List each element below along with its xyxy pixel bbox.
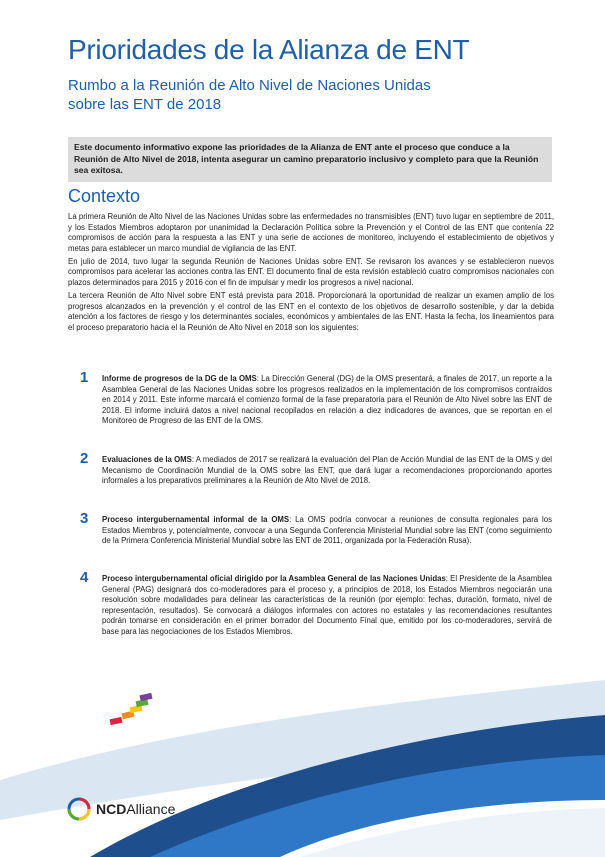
item-text: : A mediados de 2017 se realizará la evaluación del Plan de Acción Mundial de las ENT de la OMS y del Mecanismo de Coordinación Mundial de la OMS sobre las ENT, que dará lugar a recomendaciones proporcionando aportes informales a los preparativos preliminares a la Reunión de Alto Nivel de 2018. (102, 455, 552, 486)
item-number: 2 (80, 450, 89, 467)
list-item (80, 369, 552, 427)
item-lead: Proceso intergubernamental informal de la OMS (102, 515, 290, 524)
page-title: Prioridades de la Alianza de ENT (68, 34, 470, 65)
item-number: 1 (80, 369, 89, 386)
context-paragraph: La tercera Reunión de Alto Nivel sobre ENT está prevista para 2018. Proporcionará la oportunidad de realizar un examen amplio de los progresos alcanzados en la prevención y el control de las ENT en el contexto de los objetivos de desarrollo sostenible, y dar la debida atención a los factores de riesgo y los determinantes sociales, económicos y ambientales de las ENT. Hasta la fecha, los lineamientos para el proceso preparatorio hacia el la Reunión de Alto Nivel en 2018 son los siguientes: (68, 291, 554, 332)
item-text: : El Presidente de la Asamblea General (PAG) designará dos co-moderadores para el proceso y, a principios de 2018, los Estados Miembros negociarán una resolución sobre modalidades para delinear las características de la reunión (por ejemplo: fechas, duración, formato, nivel de representación, resultados). Se convocará a diálogos informales con actores no estatales y las recomendaciones resultantes podrán tomarse en consideración en el primer borrador del Documento Final que, emitido por los co-moderadores, servirá de base para las negociaciones de los Estados Miembros. (102, 574, 553, 636)
list-item (80, 450, 552, 487)
color-tab-purple (140, 693, 153, 701)
list-item (80, 510, 552, 547)
decorative-swoosh (0, 660, 605, 857)
context-paragraph: La primera Reunión de Alto Nivel de las Naciones Unidas sobre las enfermedades no transmisibles (ENT) tuvo lugar en septiembre de 2011, y los Estados Miembros adoptaron por unanimidad la Declaración Política sobre la Prevención y el Control de las ENT que contenía 22 compromisos de acción para la respuesta a las ENT y una serie de acciones de monitoreo, incluyendo el establecimiento de objetivos y metas para establecer un marco mundial de vigilancia de las ENT. (68, 212, 554, 253)
context-body (68, 212, 554, 336)
logo-text-bold: NCD (96, 801, 127, 817)
item-text: : La Dirección General (DG) de la OMS presentará, a finales de 2017, un reporte a la Asamblea General de las Naciones Unidas sobre los progresos realizados en la implementación de los compromisos contraídos en 2014 y 2011. Este informe marcará el comienzo formal de la fase preparatoria para el Reunión de Alto Nivel sobre las ENT de 2018. El informe incluirá datos a nivel nacional recopilados en relación a diez indicadores de avances, que se reportan en el Monitoreo de Progreso de las ENT de la OMS. (102, 374, 552, 426)
list-item (80, 569, 553, 638)
item-lead: Evaluaciones de la OMS (102, 455, 192, 464)
subtitle-line-1: Rumbo a la Reunión de Alto Nivel de Naciones Unidas (68, 77, 431, 94)
item-text: : La OMS podría convocar a reuniones de consulta regionales para los Estados Miembros y, potencialmente, convocar a una Segunda Conferencia Ministerial Mundial sobre las ENT (como seguimiento de la Primera Conferencia Ministerial Mundial sobre las ENT de 2011, organizada por la Federación Rusa). (102, 515, 552, 546)
item-lead: Proceso intergubernamental oficial dirigido por la Asamblea General de las Naciones Unidas (102, 574, 446, 583)
ncd-alliance-logo-icon (66, 796, 92, 822)
color-tab-red (110, 717, 123, 725)
page-subtitle (68, 76, 488, 114)
item-number: 4 (80, 569, 89, 586)
subtitle-line-2: sobre las ENT de 2018 (68, 96, 222, 113)
context-paragraph: En julio de 2014, tuvo lugar la segunda Reunión de Naciones Unidas sobre ENT. Se revisaron los avances y se establecieron nuevos compromisos para acelerar las acciones contra las ENT. El documento final de esta revisión estableció cuatro compromisos nacionales con plazos determinados para 2015 y 2016 con el fin de impulsar y medir los progresos a nivel nacional. (68, 256, 554, 288)
logo-text-rest: Alliance (126, 801, 176, 817)
section-title-contexto: Contexto (68, 186, 141, 206)
item-lead: Informe de progresos de la DG de la OMS (102, 374, 257, 383)
intro-box: Este documento informativo expone las prioridades de la Alianza de ENT ante el proceso que conduce a la Reunión de Alto Nivel de 2018, intenta asegurar un camino preparatorio inclusivo y completo para que la Reunión sea exitosa. (68, 137, 552, 182)
ncd-alliance-logo (66, 796, 175, 822)
logo-text (96, 801, 175, 817)
item-number: 3 (80, 510, 89, 527)
